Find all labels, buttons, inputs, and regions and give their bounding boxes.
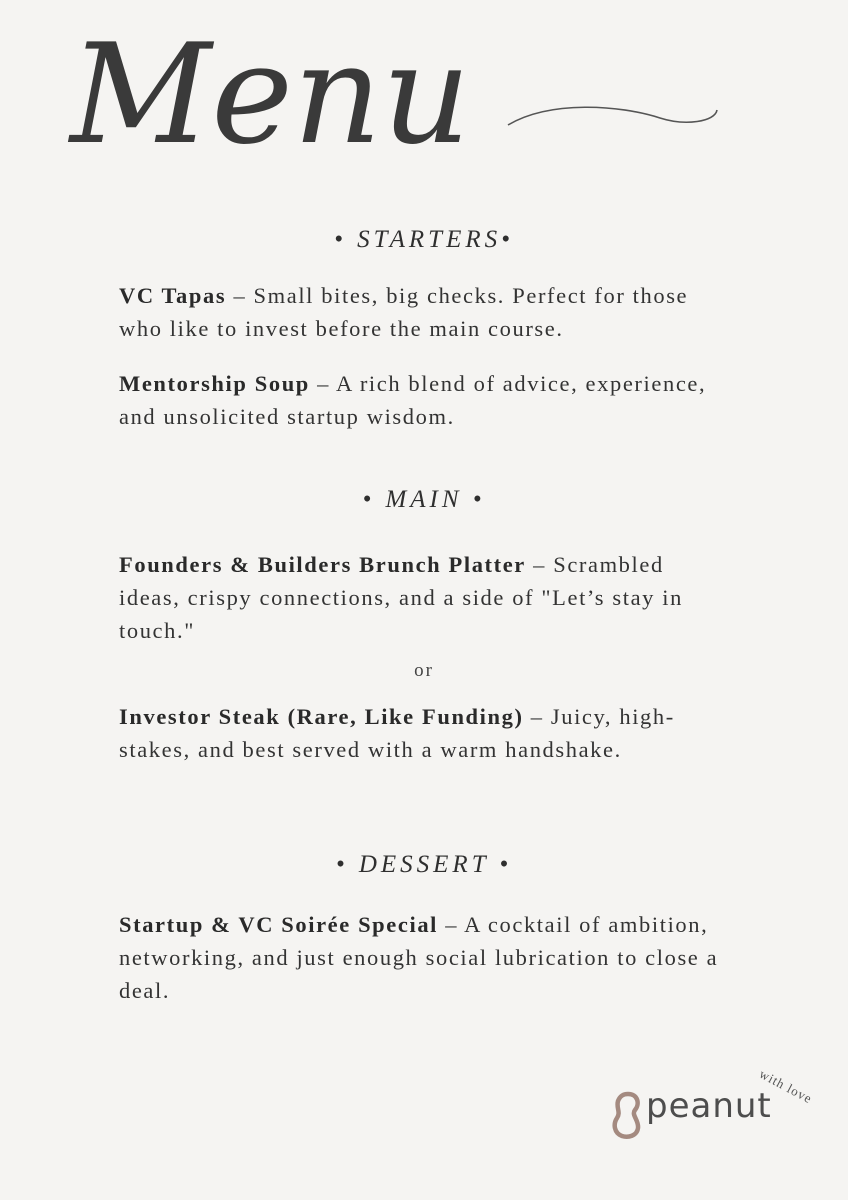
item-name: VC Tapas — [119, 283, 227, 308]
item-description: – Small bites, big checks. Perfect for those who like to invest before the main course. — [119, 283, 689, 341]
title-flourish — [60, 10, 740, 180]
page-title: Menu — [70, 14, 471, 175]
menu-item-investor-steak — [119, 700, 719, 766]
item-name: Investor Steak (Rare, Like Funding) — [119, 704, 524, 729]
brand-name: peanut — [646, 1086, 772, 1126]
item-name: Startup & VC Soirée Special — [119, 912, 439, 937]
brand-logo — [600, 1060, 830, 1160]
menu-item-mentorship-soup — [119, 367, 719, 433]
menu-item-brunch-platter — [119, 548, 719, 647]
item-name: Founders & Builders Brunch Platter — [119, 552, 526, 577]
section-heading-main: • MAIN • — [362, 486, 486, 513]
item-name: Mentorship Soup — [119, 371, 310, 396]
brand-tagline: with love — [756, 1066, 815, 1107]
menu-item-soiree-special — [119, 908, 719, 1007]
item-description: – A cocktail of ambition, networking, and just enough social lubrication to close a deal. — [119, 912, 719, 1003]
menu-title-area — [60, 10, 740, 180]
menu-item-vc-tapas — [119, 279, 719, 345]
swash-decoration — [508, 107, 717, 125]
item-description: – Juicy, high-stakes, and best served with a warm handshake. — [119, 704, 675, 762]
peanut-icon — [608, 1090, 648, 1140]
or-separator: or — [414, 660, 434, 681]
section-heading-dessert: • DESSERT • — [335, 851, 513, 878]
section-heading-starters: • STARTERS• — [334, 226, 514, 253]
item-description: – A rich blend of advice, experience, and unsolicited startup wisdom. — [119, 371, 707, 429]
item-description: – Scrambled ideas, crispy connections, and a side of "Let’s stay in touch." — [119, 552, 683, 643]
